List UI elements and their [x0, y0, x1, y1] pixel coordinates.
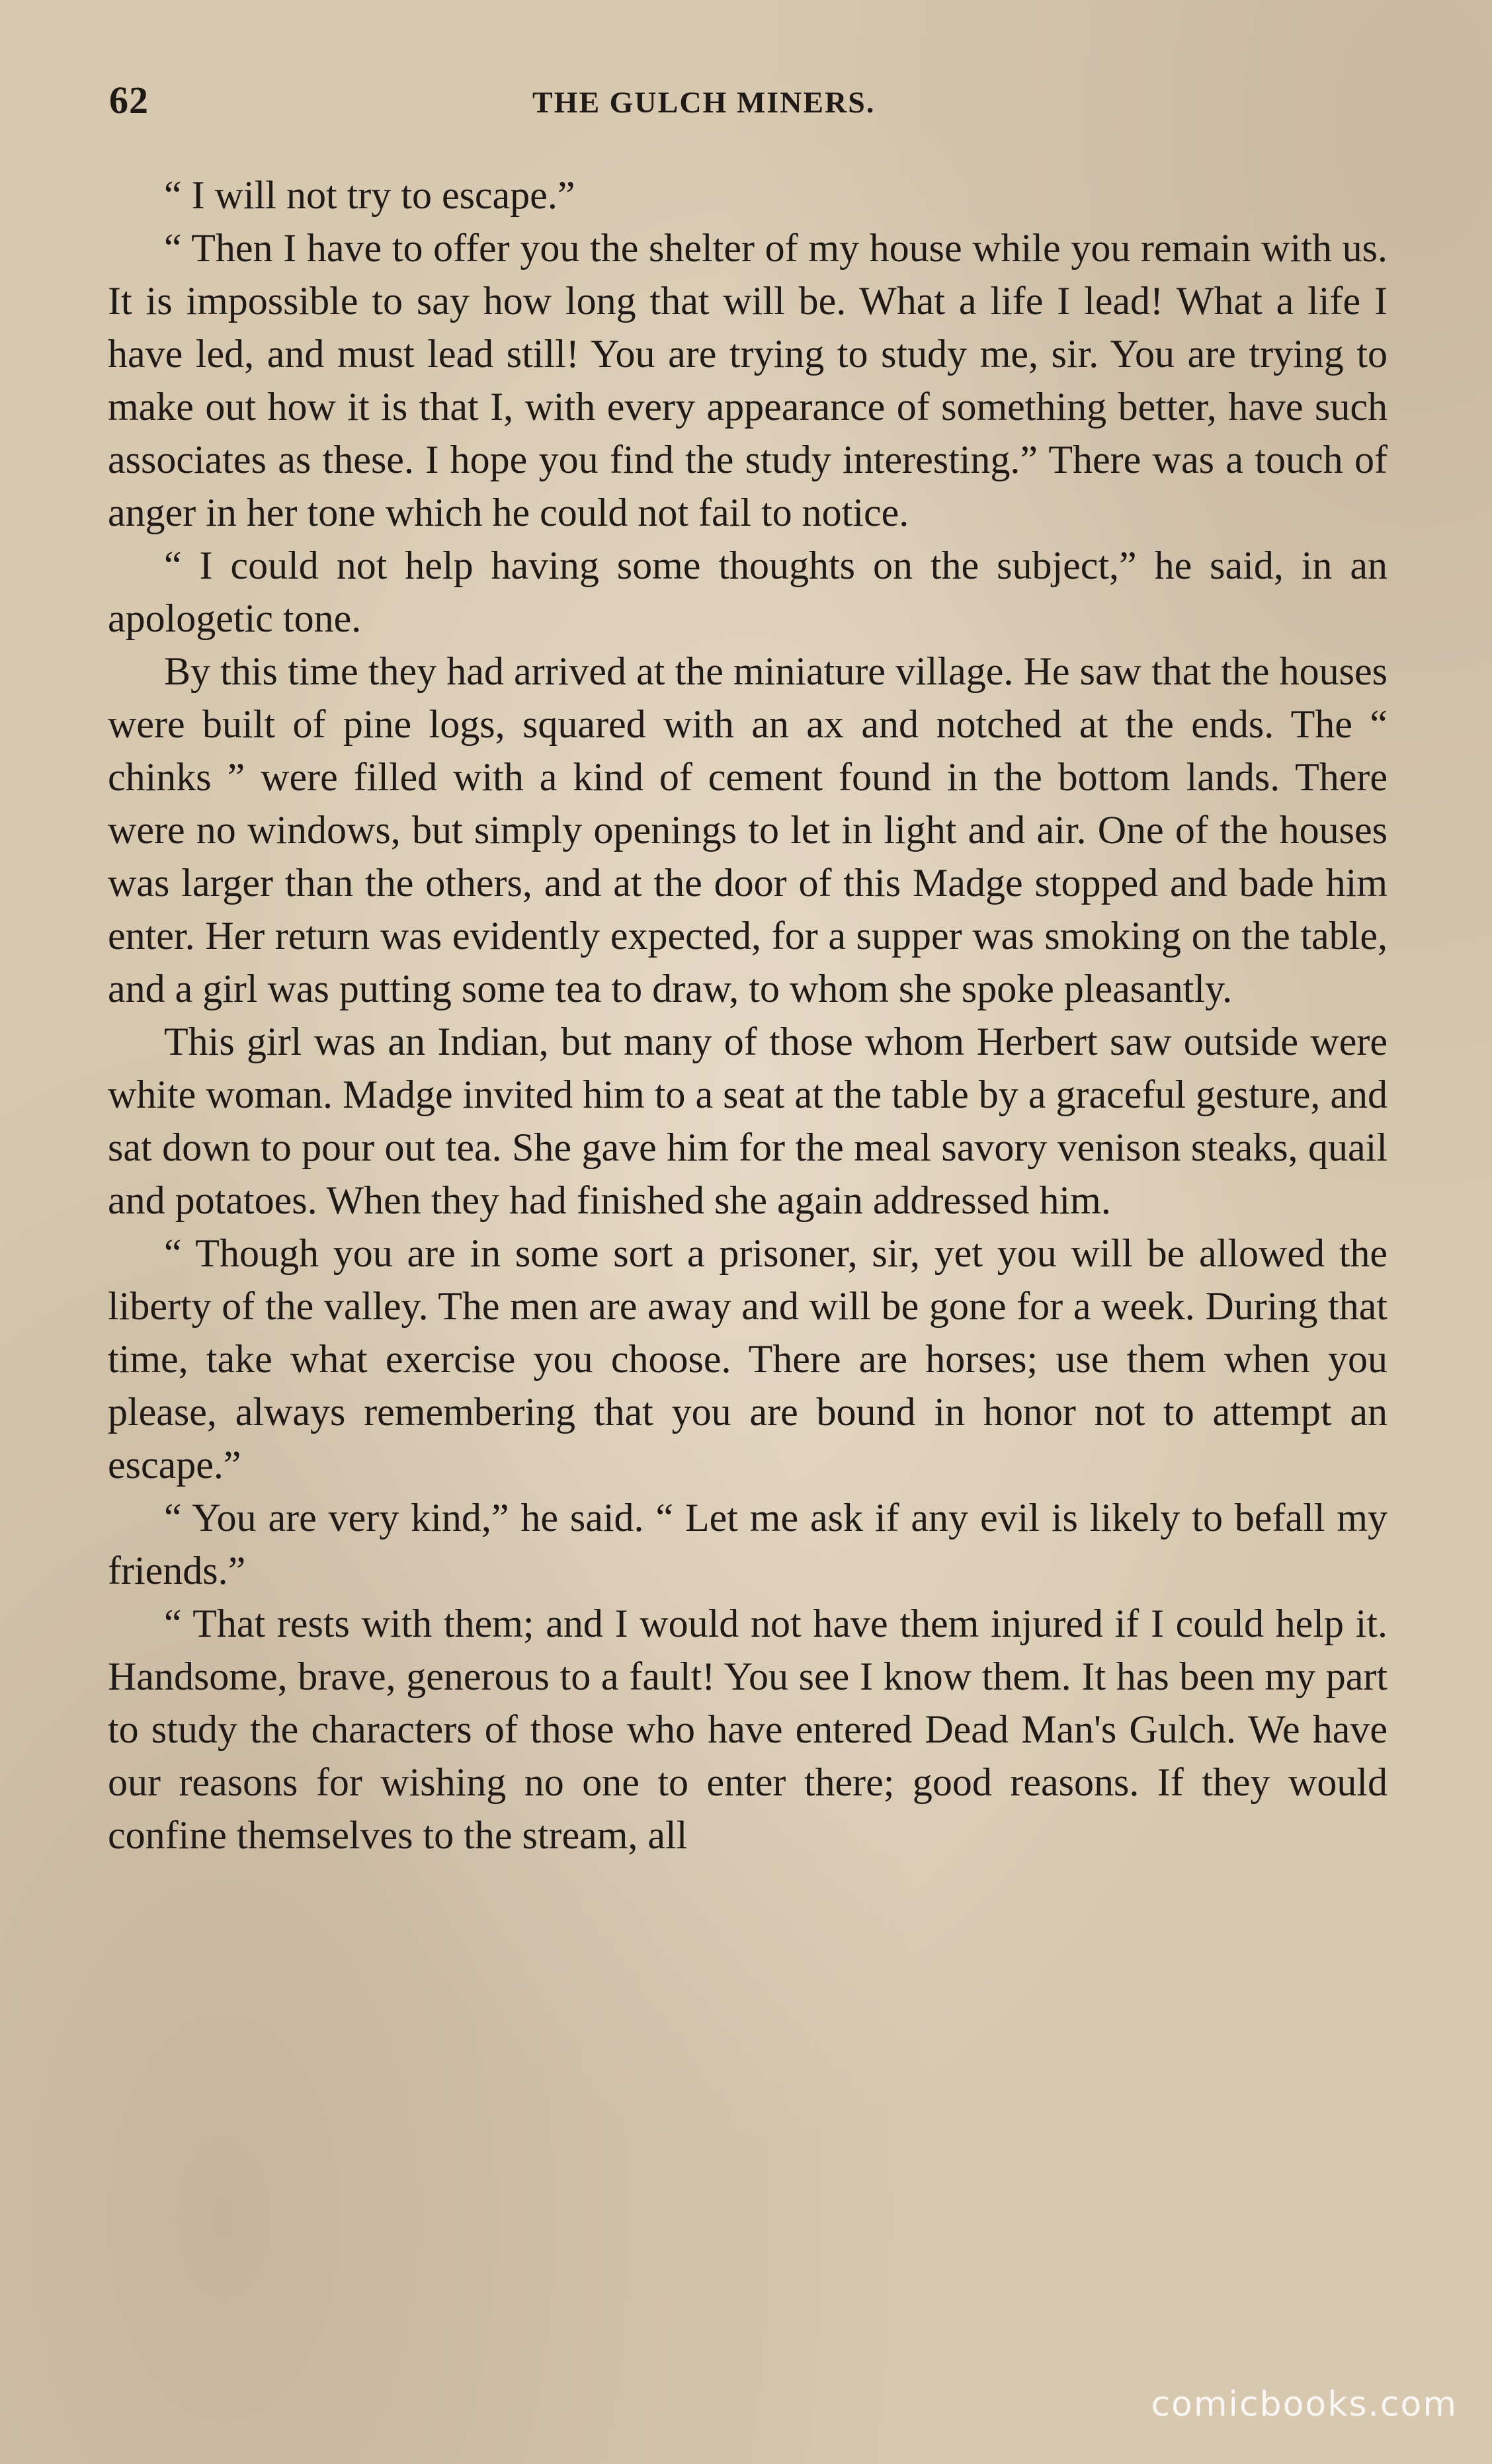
body-text: [108, 169, 1388, 1862]
page-header: [109, 78, 1383, 131]
paragraph: “ I could not help having some thoughts on the subject,” he said, in an apologetic tone.: [108, 544, 1388, 640]
running-head: THE GULCH MINERS.: [532, 85, 876, 119]
watermark: comicbooks.com: [1151, 2385, 1458, 2424]
paragraph: “ Though you are in some sort a prisoner, sir, yet you will be allowed the liberty of the valley. The men are away and will be gone for a week. During that time, take what exercise you choose. There are horses; use them when you please, always remembering that you are bound in honor not to attempt an escape.”: [108, 1231, 1388, 1487]
paragraph: “ That rests with them; and I would not have them injured if I could help it. Handsome, brave, generous to a fault! You see I know them. It has been my part to study the characters of those who have entered Dead Man's Gulch. We have our reasons for wishing no one to enter there; good reasons. If they would confine themselves to the stream, all: [108, 1602, 1388, 1857]
paragraph: “ Then I have to offer you the shelter of my house while you remain with us. It is impossible to say how long that will be. What a life I lead! What a life I have led, and must lead still! You are trying to study me, sir. You are trying to make out how it is that I, with every appearance of something better, have such associates as these. I hope you find the study interesting.” There was a touch of anger in her tone which he could not fail to notice.: [108, 226, 1388, 534]
paragraph: “ You are very kind,” he said. “ Let me ask if any evil is likely to befall my friends.”: [108, 1496, 1388, 1592]
paragraph: By this time they had arrived at the miniature village. He saw that the houses were built of pine logs, squared with an ax and notched at the ends. The “ chinks ” were filled with a kind of cement found in the bottom lands. There were no windows, but simply openings to let in light and air. One of the houses was larger than the others, and at the door of this Madge stopped and bade him enter. Her return was evidently expected, for a supper was smoking on the table, and a girl was putting some tea to draw, to whom she spoke pleasantly.: [108, 649, 1388, 1010]
page-number: 62: [109, 79, 149, 122]
paragraph: “ I will not try to escape.”: [164, 173, 575, 217]
paragraph: This girl was an Indian, but many of those whom Herbert saw outside were white woman. Madge invited him to a seat at the table by a graceful gesture, and sat down to pour out tea. She gave him for the meal savory venison steaks, quail and potatoes. When they had finished she again addressed him.: [108, 1020, 1388, 1222]
